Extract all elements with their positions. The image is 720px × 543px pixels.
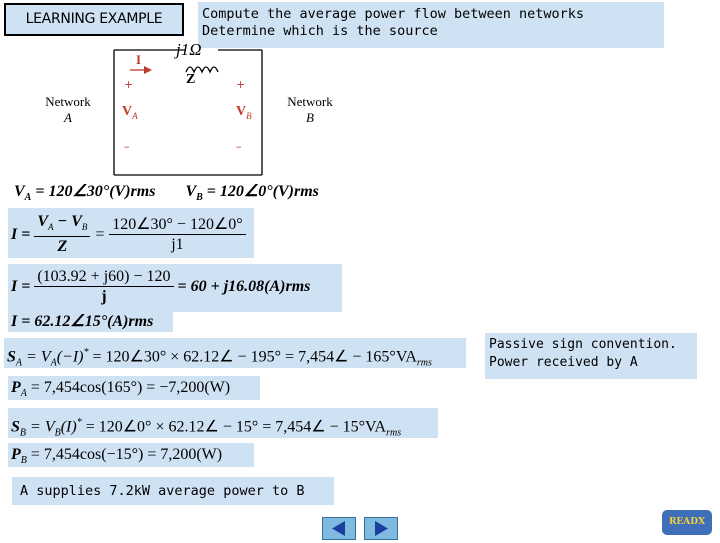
current-label: I — [136, 52, 142, 67]
va-minus: – — [124, 140, 130, 153]
equation-sb: $S_B = V_B(I)^*$ = 120∠0° × 62.12∠ − 15° = 7,454∠ − $15^\circ VA_{rms}$ — [8, 408, 438, 438]
va-given: $V_A$ = 120∠30°(V)rms — [14, 183, 156, 204]
circuit-diagram — [20, 42, 360, 190]
vb-minus: – — [236, 140, 242, 153]
current-arrow-icon — [144, 66, 152, 74]
equation-current-rect: I = $\frac{(103.92 + j60) - 120}{j}$ = 60 + j16.08(A)rms — [8, 264, 342, 312]
vb-label: $V_B$ — [236, 104, 252, 121]
va-plus: + — [124, 78, 134, 91]
triangle-right-icon — [365, 518, 397, 539]
equation-pa: $P_A = 7,454\cos(165^\circ) = -7,200(W)$ — [8, 376, 260, 400]
problem-line-2: Determine which is the source — [202, 23, 438, 39]
equation-pb: $P_B = 7,454\cos(-15^\circ) = 7,200(W)$ — [8, 443, 254, 467]
back-button[interactable] — [322, 517, 356, 540]
vb-plus: + — [236, 78, 246, 91]
passive-sign-note — [485, 333, 697, 379]
note-line-2: Power received by A — [489, 355, 638, 370]
va-label: $V_A$ — [122, 104, 138, 121]
equation-current-formula: I = $\frac{V_A - V_B}{Z}$ = $\frac{120\angle 30^\circ - 120\angle 0^\circ}{j1}$ — [8, 208, 254, 258]
equation-current-polar: I = 62.12∠15°(A)rms — [8, 312, 173, 332]
learning-example-badge: LEARNING EXAMPLE — [4, 3, 184, 36]
vb-given: $V_B$ = 120∠0°(V)rms — [185, 183, 319, 204]
given-voltages — [14, 181, 319, 203]
network-a-label: Network A — [45, 94, 91, 125]
conclusion-box: A supplies 7.2kW average power to B — [12, 477, 334, 505]
triangle-left-icon — [323, 518, 355, 539]
equation-sa: $S_A = V_A(-I)^*$ = 120∠30° × 62.12∠ − 195° = 7,454∠ − $165^\circ VA_{rms}$ — [4, 338, 466, 368]
impedance-label: j1Ω — [176, 40, 202, 59]
readx-button[interactable]: READX — [662, 510, 712, 535]
note-line-1: Passive sign convention. — [489, 337, 677, 352]
forward-button[interactable] — [364, 517, 398, 540]
network-b-label: Network B — [287, 94, 333, 125]
problem-line-1: Compute the average power flow between networks — [202, 6, 585, 22]
z-label: Z — [186, 72, 196, 87]
